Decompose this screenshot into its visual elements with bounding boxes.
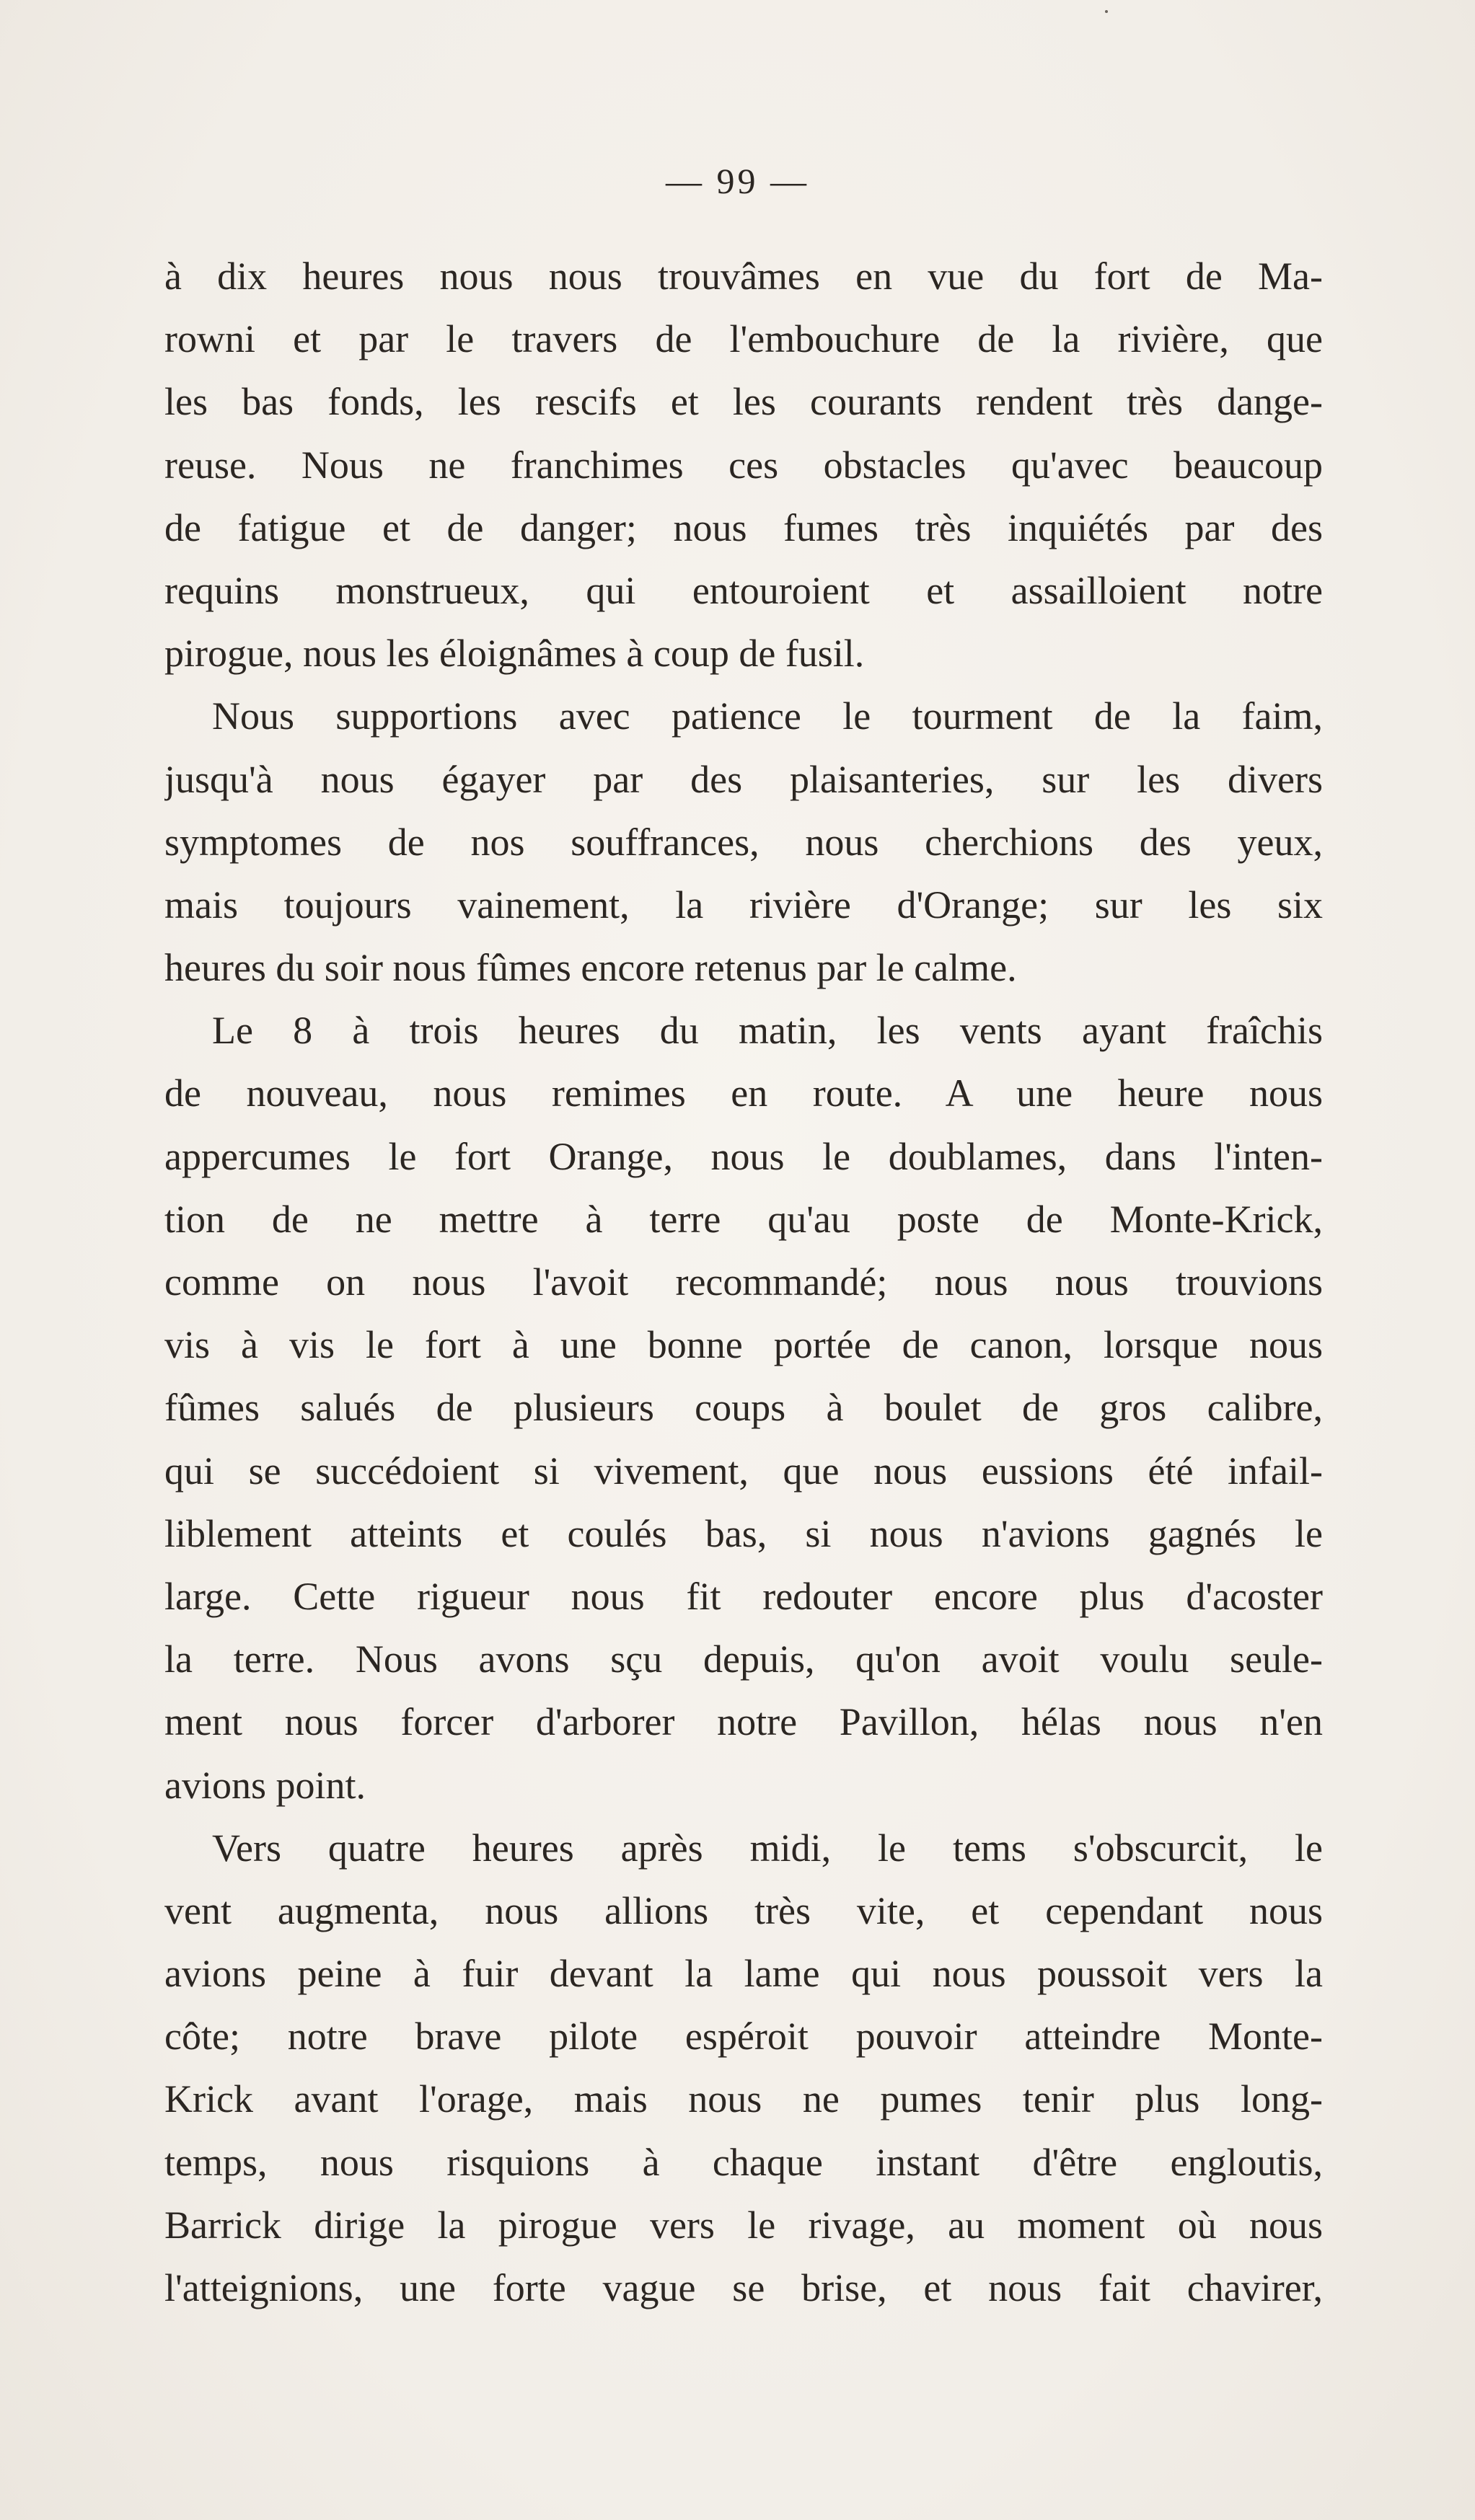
text-line: jusqu'à nous égayer par des plaisanteries, sur les divers: [164, 757, 1323, 801]
text-line: liblement atteints et coulés bas, si nous n'avions gagnés le: [164, 1511, 1323, 1555]
text-line: tion de ne mettre à terre qu'au poste de Monte-Krick,: [164, 1197, 1323, 1241]
text-line: de fatigue et de danger; nous fumes très inquiétés par des: [164, 505, 1323, 549]
text-line: les bas fonds, les rescifs et les courants rendent très dange-: [164, 380, 1323, 424]
text-line: reuse. Nous ne franchimes ces obstacles qu'avec beaucoup: [164, 443, 1323, 487]
text-line: l'atteignions, une forte vague se brise, et nous fait chavirer,: [164, 2266, 1323, 2309]
text-line: mais toujours vainement, la rivière d'Orange; sur les six: [164, 883, 1323, 927]
paragraph-start-line: Le 8 à trois heures du matin, les vents ayant fraîchis: [212, 1009, 1323, 1053]
text-line: fûmes salués de plusieurs coups à boulet de gros calibre,: [164, 1386, 1323, 1430]
body-text: [164, 245, 1323, 2320]
page-speck: [1105, 10, 1108, 13]
text-line: Krick avant l'orage, mais nous ne pumes tenir plus long-: [164, 2077, 1323, 2121]
text-line: côte; notre brave pilote espéroit pouvoir atteindre Monte-: [164, 2015, 1323, 2059]
text-line: de nouveau, nous remimes en route. A une heure nous: [164, 1071, 1323, 1115]
page-number: — 99 —: [666, 161, 809, 201]
text-line: la terre. Nous avons sçu depuis, qu'on avoit voulu seule-: [164, 1637, 1323, 1681]
paragraph-start-line: Vers quatre heures après midi, le tems s'obscurcit, le: [212, 1826, 1323, 1870]
text-line: vent augmenta, nous allions très vite, et cependant nous: [164, 1888, 1323, 1932]
text-line: avions point.: [164, 1763, 366, 1807]
text-line: symptomes de nos souffrances, nous cherchions des yeux,: [164, 820, 1323, 864]
text-line: Barrick dirige la pirogue vers le rivage, au moment où nous: [164, 2203, 1323, 2247]
text-line: appercumes le fort Orange, nous le doublames, dans l'inten-: [164, 1134, 1323, 1178]
text-line: à dix heures nous nous trouvâmes en vue du fort de Ma-: [164, 255, 1323, 298]
text-line: heures du soir nous fûmes encore retenus par le calme.: [164, 946, 1017, 990]
text-line: rowni et par le travers de l'embouchure de la rivière, que: [164, 317, 1323, 361]
text-line: large. Cette rigueur nous fit redouter encore plus d'acoster: [164, 1574, 1323, 1618]
text-line: temps, nous risquions à chaque instant d'être engloutis,: [164, 2140, 1323, 2184]
text-line: qui se succédoient si vivement, que nous eussions été infail-: [164, 1449, 1323, 1493]
text-line: pirogue, nous les éloignâmes à coup de fusil.: [164, 632, 865, 676]
text-line: avions peine à fuir devant la lame qui nous poussoit vers la: [164, 1952, 1323, 1996]
text-line: requins monstrueux, qui entouroient et assailloient notre: [164, 568, 1323, 612]
paragraph-start-line: Nous supportions avec patience le tourment de la faim,: [212, 694, 1323, 738]
text-line: vis à vis le fort à une bonne portée de canon, lorsque nous: [164, 1323, 1323, 1367]
text-line: ment nous forcer d'arborer notre Pavillon, hélas nous n'en: [164, 1700, 1323, 1744]
text-line: comme on nous l'avoit recommandé; nous nous trouvions: [164, 1260, 1323, 1304]
